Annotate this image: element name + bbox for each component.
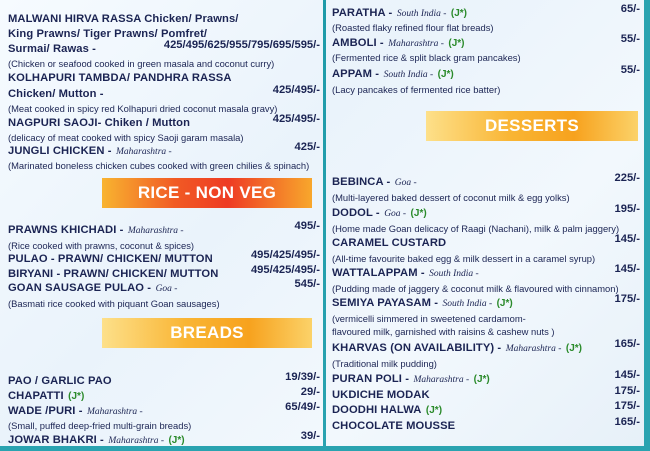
item-price: 425/- [294,141,320,153]
item-name: AMBOLI - [332,37,384,49]
item-price: 55/- [620,33,640,45]
column-divider [323,0,326,451]
item-name: WATTALAPPAM - [332,267,425,279]
item-price: 495/425/495/- [250,264,320,276]
item-region: South India - [442,299,493,309]
item-description [8,156,320,174]
item-name: CARAMEL CUSTARD [332,237,447,249]
section-banner-breads: BREADS [102,318,312,348]
item-name: MALWANI HIRVA RASSA Chicken/ Prawns/ [8,13,239,25]
item-region: Goa - [384,209,407,219]
item-name: KHARVAS (ON AVAILABILITY) - [332,342,502,354]
item-name: APPAM - [332,68,380,80]
item-price: 545/- [294,278,320,290]
description-text: (Multi-layered baked dessert of coconut milk & egg yolks) [332,192,570,203]
jain-tag: (J*) [410,208,427,219]
item-name: CHAPATTI [8,390,64,402]
description-text: (Traditional milk pudding) [332,358,437,369]
item-region: Maharashtra - [505,344,562,354]
item-name: BEBINCA - [332,176,391,188]
item-region: Maharashtra - [127,226,184,236]
item-name: PARATHA - [332,7,393,19]
item-region: Maharashtra - [413,375,470,385]
description-text: (Roasted flaky refined flour flat breads) [332,22,494,33]
jain-tag: (J*) [450,8,467,19]
item-price: 29/- [300,386,320,398]
item-description [8,294,320,312]
item-price: 495/- [294,220,320,232]
item-name: PRAWNS KHICHADI - [8,224,124,236]
item-name: KOLHAPURI TAMBDA/ PANDHRA RASSA [8,72,232,84]
jain-tag: (J*) [168,435,185,446]
item-region: South India - [383,70,434,80]
description-text: (Pudding made of jaggery & coconut milk & flavoured with cinnamon) [332,283,619,294]
jain-tag: (J*) [473,374,490,385]
description-text: (Lacy pancakes of fermented rice batter) [332,84,501,95]
item-name: NAGPURI SAOJI- Chiken / Mutton [8,117,190,129]
item-price: 495/425/495/- [250,249,320,261]
menu-item-chocolate-mousse [332,416,640,434]
item-name: PULAO - PRAWN/ CHICKEN/ MUTTON [8,253,213,265]
item-name: WADE /PURI - [8,405,83,417]
item-price: 225/- [614,172,640,184]
description-text: (Basmati rice cooked with piquant Goan sausages) [8,298,220,309]
item-region: South India - [396,9,447,19]
section-banner-desserts: DESSERTS [426,111,638,141]
item-price: 65/- [620,3,640,15]
menu-item-jowar [8,430,320,448]
item-name: CHOCOLATE MOUSSE [332,420,456,432]
item-name: DODOL - [332,207,380,219]
item-name: PURAN POLI - [332,373,410,385]
item-price: 165/- [614,338,640,350]
item-name-cont: Surmai/ Rawas - [8,43,96,55]
description-text: (Meat cooked in spicy red Kolhapuri dried coconut masala gravy) [8,103,278,114]
jain-tag: (J*) [68,391,85,402]
description-text: (Marinated boneless chicken cubes cooked with green chilies & spinach) [8,160,310,171]
jain-tag: (J*) [448,38,465,49]
item-name: UKDICHE MODAK [332,389,430,401]
item-region: South India - [429,269,479,279]
description-text: flavoured milk, garnished with raisins & cashew nuts ) [332,326,555,337]
item-price: 195/- [614,203,640,215]
item-region: Goa - [394,178,417,188]
item-price: 175/- [614,400,640,412]
jain-tag: (J*) [496,298,513,309]
description-text: (Home made Goan delicacy of Raagi (Nachani), milk & palm jaggery) [332,223,620,234]
item-name: PAO / GARLIC PAO [8,375,112,387]
item-price: 425/495/- [272,113,320,125]
item-name-cont: King Prawns/ Tiger Prawns/ Pomfret/ [8,28,208,40]
item-name-cont: Chicken/ Mutton - [8,88,104,100]
item-name: GOAN SAUSAGE PULAO - [8,282,152,294]
item-price: 55/- [620,64,640,76]
jain-tag: (J*) [425,405,443,416]
item-region: Maharashtra - [116,147,172,157]
section-banner-rice: RICE - NON VEG [102,178,312,208]
item-price: 145/- [614,369,640,381]
item-price: 39/- [300,430,320,442]
right-edge-strip [644,0,650,451]
item-price: 175/- [614,293,640,305]
item-price: 165/- [614,416,640,428]
description-text: (Rice cooked with prawns, coconut & spices) [8,240,195,251]
item-price: 145/- [614,233,640,245]
description-text: (Chicken or seafood cooked in green masala and coconut curry) [8,58,275,69]
item-price: 65/49/- [285,401,320,413]
description-text: (vermicelli simmered in sweetened cardamom- [332,313,526,324]
item-price: 175/- [614,385,640,397]
item-description [332,80,640,98]
jain-tag: (J*) [565,343,582,354]
item-price: 19/39/- [285,371,320,383]
item-region: Maharashtra - [108,436,165,446]
item-region: Maharashtra - [388,39,444,49]
item-region: Maharashtra - [87,407,143,417]
item-name: SEMIYA PAYASAM - [332,297,439,309]
description-text: (Small, puffed deep-fried multi-grain breads) [8,420,192,431]
description-text: (delicacy of meat cooked with spicy Saoji garam masala) [8,132,244,143]
item-name: JOWAR BHAKRI - [8,434,104,446]
item-price: 425/495/625/955/795/695/595/- [163,39,320,51]
item-name: DOODHI HALWA [332,404,422,416]
description-text: (Fermented rice & split black gram pancakes) [332,52,521,63]
item-price: 425/495/- [272,84,320,96]
item-region: Goa - [155,284,178,294]
item-name: BIRYANI - PRAWN/ CHICKEN/ MUTTON [8,268,219,280]
description-text: (All-time favourite baked egg & milk dessert in a caramel syrup) [332,253,596,264]
item-name: JUNGLI CHICKEN - [8,145,112,157]
item-price: 145/- [614,263,640,275]
jain-tag: (J*) [437,69,454,80]
